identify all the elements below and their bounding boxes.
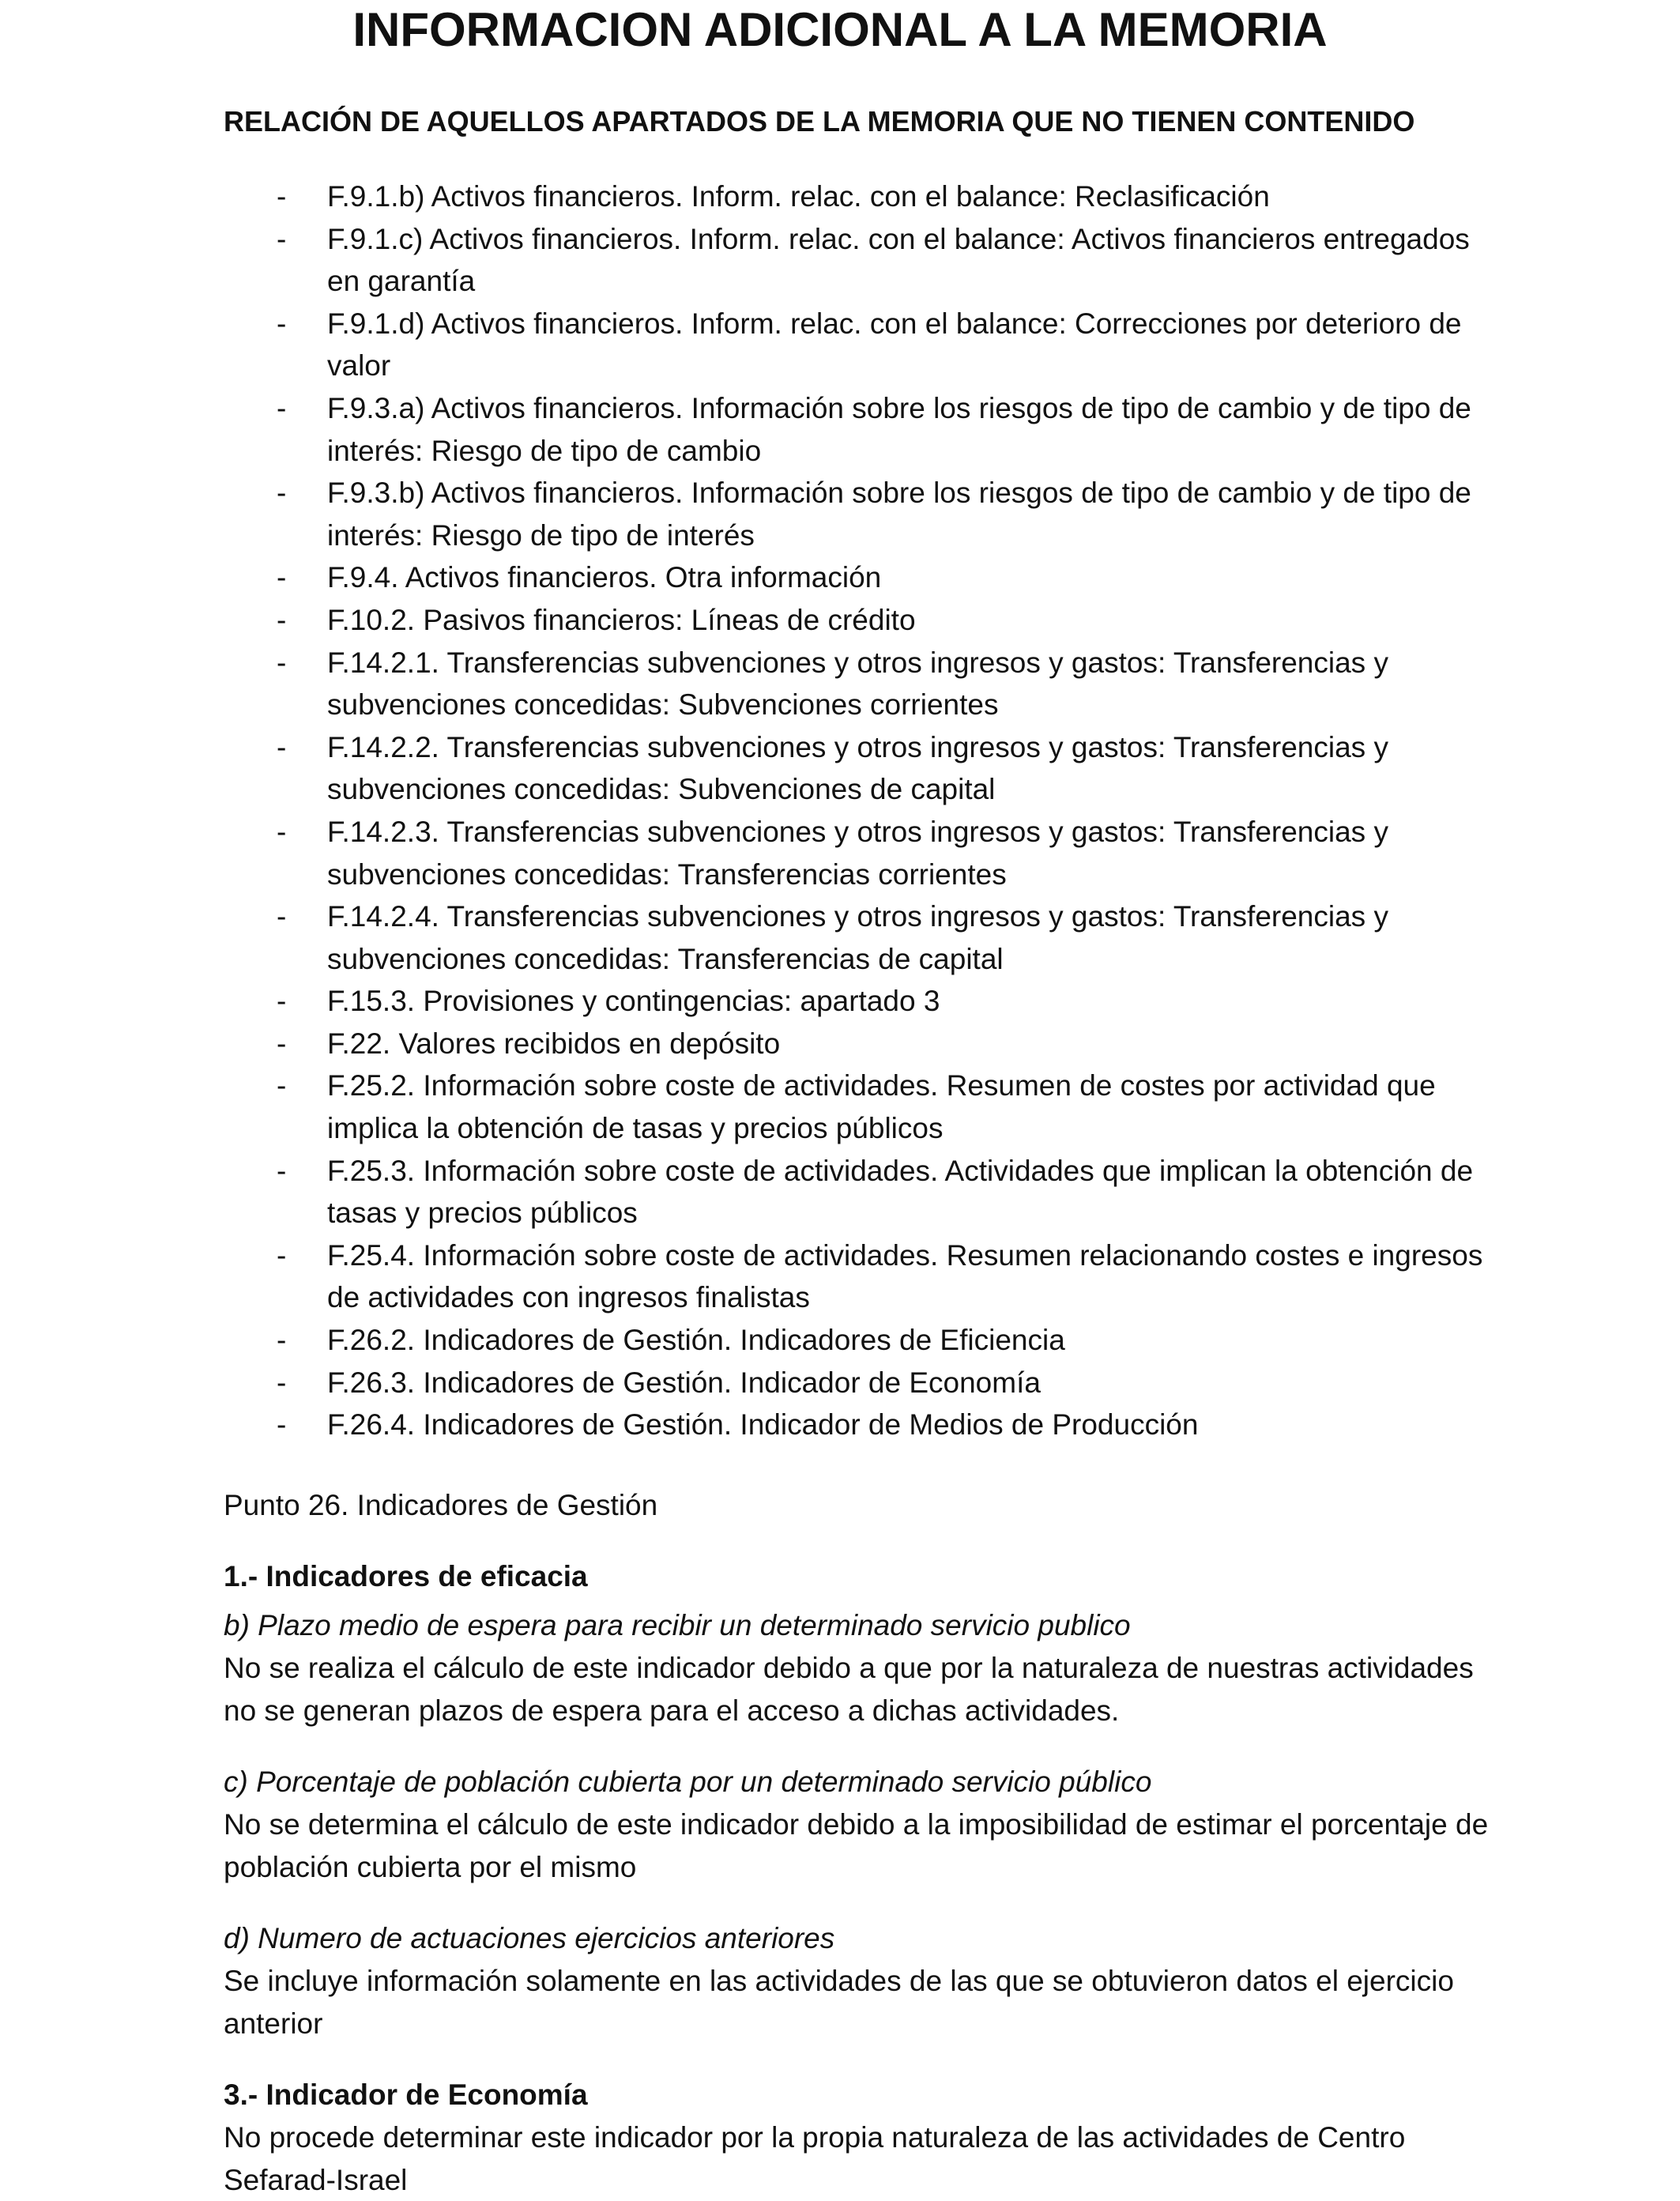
list-item	[0, 980, 1489, 1023]
list-dash: -	[277, 1324, 287, 1357]
list-dash: -	[277, 1027, 287, 1060]
list-item-text: F.9.4. Activos financieros. Otra información	[327, 561, 882, 594]
list-dash: -	[277, 646, 287, 679]
list-item-text: F.14.2.1. Transferencias subvenciones y otros ingresos y gastos: Transferencias y subvenciones concedidas: Subvenciones corrientes	[327, 646, 1388, 722]
list-item-text: F.10.2. Pasivos financieros: Líneas de crédito	[327, 603, 916, 636]
list-item-text: F.26.3. Indicadores de Gestión. Indicador de Economía	[327, 1366, 1041, 1399]
list-item	[0, 726, 1489, 811]
eficacia-c-title: c) Porcentaje de población cubierta por un determinado servicio público	[224, 1766, 1152, 1798]
list-item	[0, 175, 1489, 218]
eficacia-b-text: No se realiza el cálculo de este indicador debido a que por la naturaleza de nuestras actividades no se generan plazos de espera para el acceso a dichas actividades.	[224, 1652, 1474, 1727]
list-item-text: F.25.3. Información sobre coste de actividades. Actividades que implican la obtención de tasas y precios públicos	[327, 1154, 1474, 1230]
eficacia-d-title: d) Numero de actuaciones ejercicios anteriores	[224, 1922, 835, 1954]
list-dash: -	[277, 1154, 287, 1187]
list-item-text: F.9.1.d) Activos financieros. Inform. relac. con el balance: Correcciones por deterioro de valor	[327, 307, 1462, 383]
list-dash: -	[277, 815, 287, 848]
economia-heading: 3.- Indicador de Economía	[224, 2079, 588, 2111]
list-dash: -	[277, 603, 287, 636]
list-dash: -	[277, 1238, 287, 1272]
list-item	[0, 642, 1489, 726]
empty-sections-list	[0, 175, 1680, 1446]
section-subtitle: RELACIÓN DE AQUELLOS APARTADOS DE LA MEMORIA QUE NO TIENEN CONTENIDO	[224, 105, 1415, 138]
list-item-text: F.25.2. Información sobre coste de actividades. Resumen de costes por actividad que implica la obtención de tasas y precios públicos	[327, 1069, 1436, 1145]
list-item-text: F.9.1.b) Activos financieros. Inform. relac. con el balance: Reclasificación	[327, 180, 1270, 213]
list-item	[0, 1150, 1489, 1234]
list-dash: -	[277, 1069, 287, 1102]
list-item-text: F.25.4. Información sobre coste de actividades. Resumen relacionando costes e ingresos de actividades con ingresos finalistas	[327, 1238, 1483, 1314]
list-item-text: F.26.2. Indicadores de Gestión. Indicadores de Eficiencia	[327, 1324, 1065, 1357]
list-item	[0, 556, 1489, 599]
list-item	[0, 303, 1489, 387]
list-item-text: F.9.3.b) Activos financieros. Información sobre los riesgos de tipo de cambio y de tipo de interés: Riesgo de tipo de interés	[327, 477, 1471, 552]
list-item	[0, 472, 1489, 556]
list-item-text: F.9.1.c) Activos financieros. Inform. relac. con el balance: Activos financieros entregados en garantía	[327, 222, 1470, 298]
eficacia-heading: 1.- Indicadores de eficacia	[224, 1560, 588, 1592]
eficacia-b-title: b) Plazo medio de espera para recibir un determinado servicio publico	[224, 1609, 1131, 1641]
list-item-text: F.14.2.4. Transferencias subvenciones y otros ingresos y gastos: Transferencias y subvenciones concedidas: Transferencias de capital	[327, 900, 1388, 975]
eficacia-c-text: No se determina el cálculo de este indicador debido a la imposibilidad de estimar el porcentaje de población cubierta por el mismo	[224, 1808, 1489, 1883]
list-dash: -	[277, 730, 287, 763]
list-dash: -	[277, 1366, 287, 1399]
list-item	[0, 1319, 1489, 1362]
list-dash: -	[277, 222, 287, 255]
list-dash: -	[277, 477, 287, 510]
list-item-text: F.22. Valores recibidos en depósito	[327, 1027, 781, 1060]
list-item	[0, 1234, 1489, 1319]
list-item-text: F.14.2.3. Transferencias subvenciones y otros ingresos y gastos: Transferencias y subvenciones concedidas: Transferencias corrientes	[327, 815, 1388, 891]
eficacia-d-text: Se incluye información solamente en las actividades de las que se obtuvieron datos el ejercicio anterior	[224, 1965, 1454, 2040]
list-item	[0, 895, 1489, 980]
list-dash: -	[277, 180, 287, 213]
list-dash: -	[277, 985, 287, 1018]
list-item-text: F.14.2.2. Transferencias subvenciones y otros ingresos y gastos: Transferencias y subvenciones concedidas: Subvenciones de capital	[327, 730, 1388, 806]
list-item-text: F.15.3. Provisiones y contingencias: apartado 3	[327, 985, 940, 1018]
list-item	[0, 387, 1489, 472]
list-item	[0, 811, 1489, 895]
list-item-text: F.26.4. Indicadores de Gestión. Indicador de Medios de Producción	[327, 1408, 1199, 1442]
document-title: INFORMACION ADICIONAL A LA MEMORIA	[352, 3, 1328, 56]
list-dash: -	[277, 900, 287, 933]
list-item	[0, 218, 1489, 303]
list-dash: -	[277, 1408, 287, 1442]
list-dash: -	[277, 561, 287, 594]
list-dash: -	[277, 391, 287, 424]
list-item	[0, 1362, 1489, 1404]
economia-text: No procede determinar este indicador por la propia naturaleza de las actividades de Centro Sefarad-Israel	[224, 2121, 1406, 2196]
list-item-text: F.9.3.a) Activos financieros. Información sobre los riesgos de tipo de cambio y de tipo de interés: Riesgo de tipo de cambio	[327, 391, 1471, 467]
punto-26-label: Punto 26. Indicadores de Gestión	[224, 1489, 658, 1521]
list-item	[0, 1023, 1489, 1065]
list-dash: -	[277, 307, 287, 340]
list-item	[0, 599, 1489, 642]
list-item	[0, 1065, 1489, 1149]
list-item	[0, 1404, 1489, 1446]
